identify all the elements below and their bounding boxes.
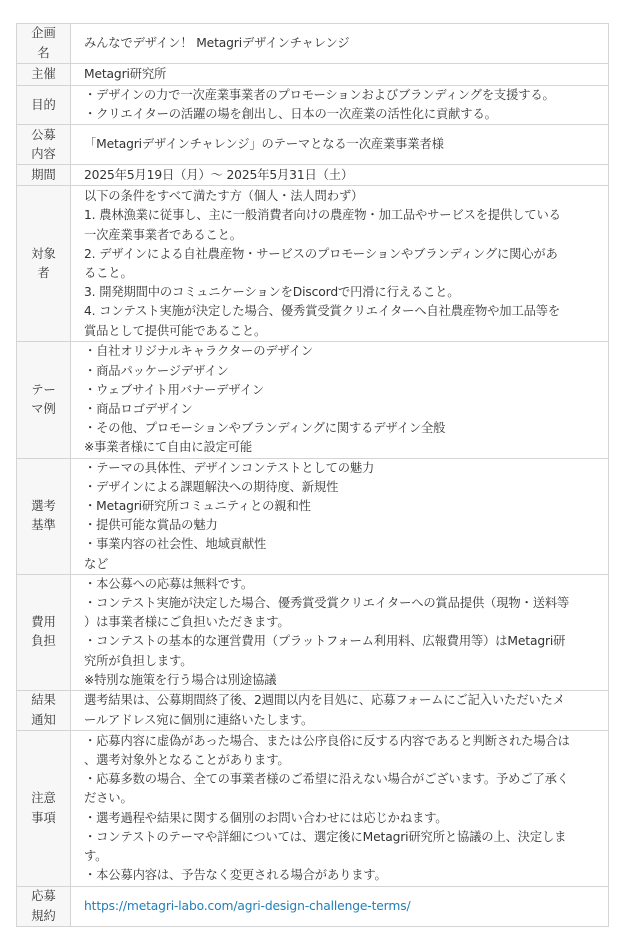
row-header (17, 574, 71, 690)
row-value-line: ・提供可能な賞品の魅力 (84, 518, 218, 533)
row-header (17, 125, 71, 165)
row-header-text: 公募 (31, 127, 56, 142)
row-header (17, 731, 71, 887)
row-value (71, 342, 609, 458)
row-value-line: ・事業内容の社会性、地域貢献性 (84, 537, 267, 552)
row-value (71, 86, 609, 125)
row-header-text: 名 (37, 45, 50, 60)
row-header (17, 165, 71, 186)
row-value-line: ること。 (84, 265, 133, 280)
row-terms (17, 887, 609, 927)
row-value-line: ・商品ロゴデザイン (84, 402, 193, 417)
row-header (17, 887, 71, 927)
row-value-line: ※事業者様にて自由に設定可能 (84, 440, 253, 455)
row-value-line: ・コンテストのテーマや詳細については、選定後にMetagri研究所と協議の上、決定しま (84, 829, 567, 844)
row-header (17, 458, 71, 574)
row-header (17, 691, 71, 731)
row-value-line: ※特別な施策を行う場合は別途協議 (84, 672, 277, 687)
row-value-line: ールアドレス宛に個別に連絡いたします。 (84, 712, 314, 727)
row-value-line: ・デザインの力で一次産業事業者のプロモーションおよびブランディングを支援する。 (84, 88, 555, 102)
row-value (71, 731, 609, 887)
row-header-text: 結果 (31, 693, 56, 708)
row-header (17, 186, 71, 342)
row-header-text: 対象 (31, 246, 56, 261)
row-cost-burden (17, 574, 609, 690)
row-value-line: ・クリエイターの活躍の場を創出し、日本の一次産業の活性化に貢献する。 (84, 107, 497, 122)
row-eligibility (17, 186, 609, 342)
row-header (17, 86, 71, 125)
row-value-line: など (84, 556, 109, 571)
row-value-line: ・商品パッケージデザイン (84, 363, 229, 378)
row-value (71, 186, 609, 342)
row-header-text: 注意 (31, 791, 56, 806)
info-table-body (17, 24, 609, 927)
row-notes (17, 731, 609, 887)
row-period (17, 165, 609, 186)
row-purpose (17, 86, 609, 125)
row-value-line: 、選考対象外となることがあります。 (84, 752, 290, 767)
row-value-line: す。 (84, 848, 108, 863)
row-value-line: ・本公募内容は、予告なく変更される場合があります。 (84, 868, 387, 883)
row-result-notice (17, 691, 609, 731)
row-value-line: ・その他、プロモーションやブランディングに関するデザイン全般 (84, 421, 446, 436)
row-value (71, 691, 609, 731)
row-header-text: 期間 (31, 167, 56, 182)
row-value-line: ・選考過程や結果に関する個別のお問い合わせには応じかねます。 (84, 810, 448, 825)
row-value-line: 一次産業事業者であること。 (84, 227, 242, 242)
row-value-line: ・本公募への応募は無料です。 (84, 576, 254, 591)
row-header-text: 事項 (31, 810, 56, 825)
row-value (71, 887, 609, 927)
row-project-name (17, 24, 609, 64)
row-header-text: 内容 (31, 146, 56, 161)
row-value (71, 165, 609, 186)
row-value-line: 2025年5月19日（月）～ 2025年5月31日（土） (84, 167, 354, 182)
row-value-line: 選考結果は、公募期間終了後、2週間以内を目処に、応募フォームにご記入いただいたメ (84, 693, 565, 708)
row-value-line: 究所が負担します。 (84, 653, 193, 668)
row-header-text: 負担 (31, 634, 56, 649)
row-header-text: 者 (37, 265, 50, 280)
row-value (71, 125, 609, 165)
row-header (17, 64, 71, 86)
row-header-text: 目的 (31, 97, 56, 112)
row-value-line: ・Metagri研究所コミュニティとの親和性 (84, 499, 311, 514)
info-table (16, 23, 609, 927)
row-value-line: ）は事業者様にご負担いただきます。 (84, 615, 290, 630)
row-header-text: マ例 (31, 402, 56, 417)
row-organizer (17, 64, 609, 86)
row-value-line: 2. デザインによる自社農産物・サービスのプロモーションやブランディングに関心があ (84, 246, 558, 261)
row-value-line: ・コンテスト実施が決定した場合、優秀賞受賞クリエイターへの賞品提供（現物・送料等 (84, 596, 570, 611)
row-value-line: ださい。 (84, 791, 133, 806)
row-header-text: 企画 (31, 26, 56, 41)
row-header-text: 応募 (31, 889, 56, 904)
row-value-line: 1. 農林漁業に従事し、主に一般消費者向けの農産物・加工品やサービスを提供している (84, 208, 561, 223)
row-value (71, 64, 609, 86)
row-value-line: ・自社オリジナルキャラクターのデザイン (84, 344, 314, 359)
row-value-line: 「Metagriデザインチャレンジ」のテーマとなる一次産業事業者様 (84, 137, 444, 152)
row-value-line: ・テーマの具体性、デザインコンテストとしての魅力 (84, 460, 375, 475)
terms-link[interactable]: https://metagri-labo.com/agri-design-challenge-terms/ (84, 898, 411, 913)
row-value-line: 以下の条件をすべて満たす方（個人・法人問わず） (84, 189, 364, 204)
row-header (17, 342, 71, 458)
row-value-line: 賞品として提供可能であること。 (84, 323, 267, 338)
row-value-line: 3. 開発期間中のコミュニケーションをDiscordで円滑に行えること。 (84, 285, 460, 300)
row-selection-criteria (17, 458, 609, 574)
row-value (71, 458, 609, 574)
row-value-line: ・応募多数の場合、全ての事業者様のご希望に沿えない場合がございます。予めご了承く (84, 772, 569, 787)
row-value-line: 4. コンテスト実施が決定した場合、優秀賞受賞クリエイターへ自社農産物や加工品等を (84, 304, 561, 319)
row-header-text: 費用 (31, 615, 56, 630)
row-header-text: 選考 (31, 499, 56, 514)
row-header-text: テー (31, 382, 56, 397)
row-value (71, 24, 609, 64)
row-value-line: ・ウェブサイト用バナーデザイン (84, 382, 264, 397)
row-header-text: 通知 (31, 712, 56, 727)
row-header (17, 24, 71, 64)
row-header-text: 主催 (31, 66, 56, 81)
row-header-text: 基準 (31, 518, 56, 533)
row-value-line: ・応募内容に虚偽があった場合、または公序良俗に反する内容であると判断された場合は (84, 733, 570, 748)
row-value-line: みんなでデザイン！ Metagriデザインチャレンジ (84, 35, 350, 50)
row-header-text: 規約 (31, 908, 56, 923)
row-value-line: ・デザインによる課題解決への期待度、新規性 (84, 479, 339, 494)
row-call-content (17, 125, 609, 165)
row-theme-examples (17, 342, 609, 458)
row-value-line: ・コンテストの基本的な運営費用（プラットフォーム利用料、広報費用等）はMetagri研 (84, 634, 566, 649)
row-value-line: Metagri研究所 (84, 66, 167, 81)
row-value (71, 574, 609, 690)
